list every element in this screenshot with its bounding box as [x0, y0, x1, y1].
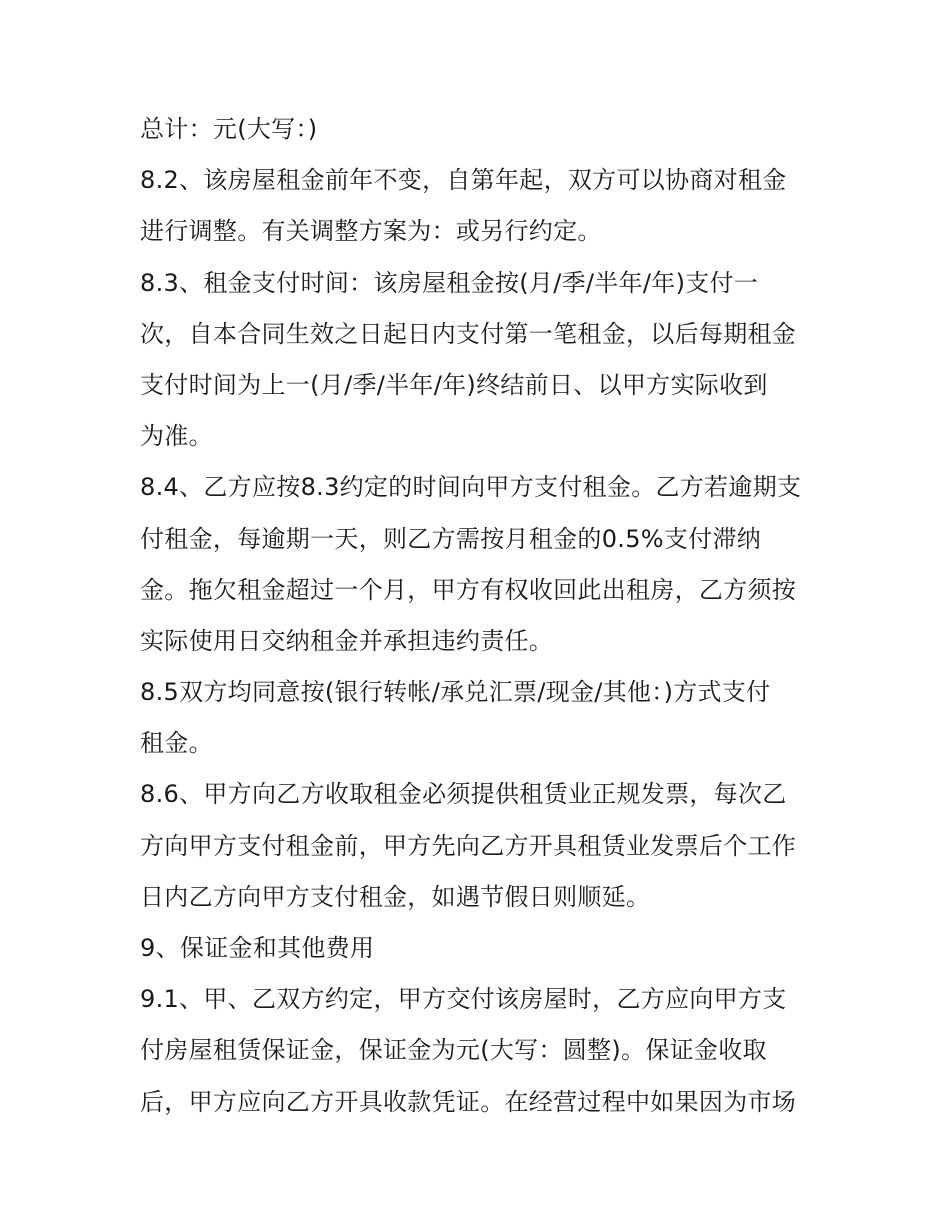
text-line-total: 总计：元(大写：) [140, 115, 318, 143]
text-line-8-2-b: 进行调整。有关调整方案为：或另行约定。 [140, 217, 602, 246]
text-line-9-1-b: 付房屋租赁保证金，保证金为元(大写：圆整)。保证金收取 [140, 1036, 767, 1065]
contract-text [140, 104, 830, 1128]
text-line-8-3-a: 8.3、租金支付时间：该房屋租金按(月/季/半年/年)支付一 [140, 268, 759, 297]
text-line-8-4-c: 金。拖欠租金超过一个月，甲方有权收回此出租房，乙方须按 [140, 575, 797, 604]
text-line-8-5-a: 8.5双方均同意按(银行转帐/承兑汇票/现金/其他：)方式支付 [140, 678, 771, 707]
text-line-8-3-b: 次，自本合同生效之日起日内支付第一笔租金，以后每期租金 [140, 319, 797, 348]
text-line-8-4-b: 付租金，每逾期一天，则乙方需按月租金的0.5%支付滞纳 [140, 524, 762, 553]
text-line-8-3-c: 支付时间为上一(月/季/半年/年)终结前日、以甲方实际收到 [140, 370, 768, 399]
text-line-8-6-b: 方向甲方支付租金前，甲方先向乙方开具租赁业发票后个工作 [140, 831, 797, 860]
section-heading-9: 9、保证金和其他费用 [140, 934, 375, 962]
text-line-8-5-b: 租金。 [140, 729, 213, 758]
text-line-8-6-c: 日内乙方向甲方支付租金，如遇节假日则顺延。 [140, 882, 651, 911]
text-line-8-4-d: 实际使用日交纳租金并承担违约责任。 [140, 626, 554, 655]
text-line-8-3-d: 为准。 [140, 422, 213, 451]
text-line-8-6-a: 8.6、甲方向乙方收取租金必须提供租赁业正规发票，每次乙 [140, 780, 787, 809]
text-line-9-1-a: 9.1、甲、乙双方约定，甲方交付该房屋时，乙方应向甲方支 [140, 985, 787, 1014]
text-line-8-4-a: 8.4、乙方应按8.3约定的时间向甲方支付租金。乙方若逾期支 [140, 473, 802, 502]
text-line-8-2-a: 8.2、该房屋租金前年不变，自第年起，双方可以协商对租金 [140, 166, 787, 195]
text-line-9-1-c: 后，甲方应向乙方开具收款凭证。在经营过程中如果因为市场 [140, 1087, 797, 1116]
